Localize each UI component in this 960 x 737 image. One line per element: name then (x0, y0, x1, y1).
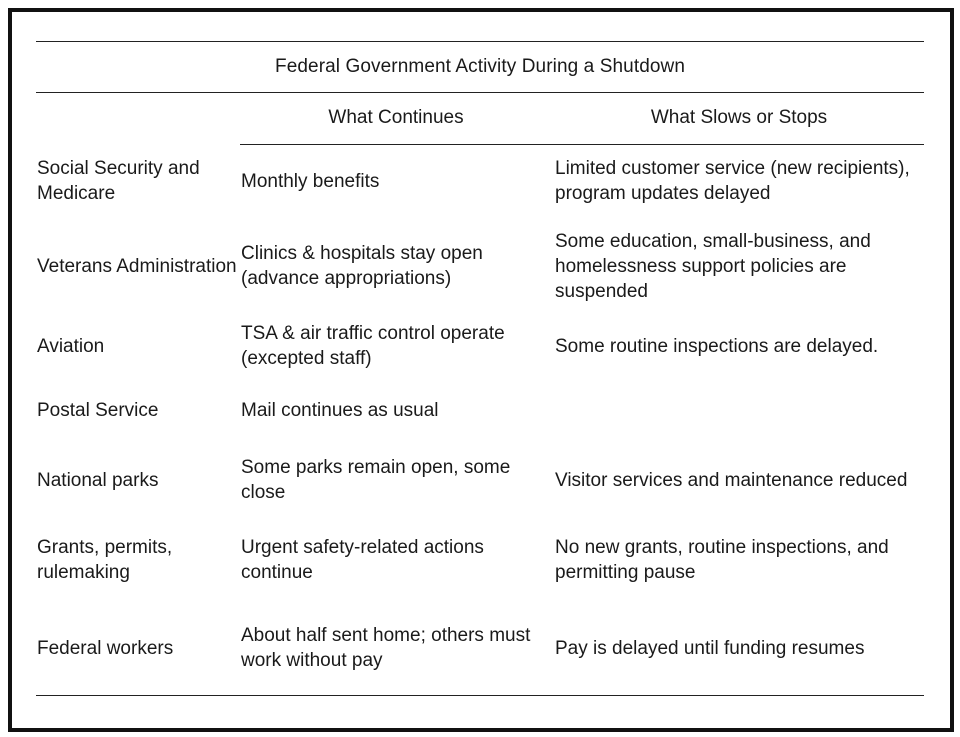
table-title: Federal Government Activity During a Shutdown (274, 56, 686, 77)
row-continues: TSA & air traffic control operate (excepted staff) (241, 323, 505, 369)
row-continues: Some parks remain open, some close (241, 457, 511, 503)
row-stops: Some routine inspections are delayed. (555, 335, 879, 357)
row-category: Aviation (37, 335, 105, 357)
row-category: Postal Service (37, 399, 159, 421)
row-continues: Monthly benefits (241, 170, 380, 192)
row-category: National parks (37, 469, 159, 491)
row-category: Social Security and Medicare (37, 158, 200, 204)
row-stops: Some education, small-business, and homelessness support policies are suspended (555, 230, 871, 302)
row-stops: Visitor services and maintenance reduced (555, 469, 908, 491)
row-category: Grants, permits, rulemaking (37, 537, 173, 583)
top-rule (36, 41, 924, 42)
column-header-continues: What Continues (328, 107, 464, 128)
row-continues: Urgent safety-related actions continue (241, 537, 484, 583)
row-continues: Clinics & hospitals stay open (advance appropriations) (241, 243, 483, 289)
row-stops (555, 396, 925, 424)
row-continues: Mail continues as usual (241, 399, 439, 421)
row-category: Federal workers (37, 637, 174, 659)
bottom-rule (36, 695, 924, 696)
row-continues: About half sent home; others must work without pay (241, 625, 531, 671)
row-stops: Pay is delayed until funding resumes (555, 637, 865, 659)
column-header-stops: What Slows or Stops (650, 107, 828, 128)
row-category: Veterans Administration (37, 255, 237, 277)
row-stops: No new grants, routine inspections, and permitting pause (555, 537, 889, 583)
title-rule (36, 92, 924, 93)
row-stops: Limited customer service (new recipients), program updates delayed (555, 158, 910, 204)
header-rule (240, 144, 924, 145)
